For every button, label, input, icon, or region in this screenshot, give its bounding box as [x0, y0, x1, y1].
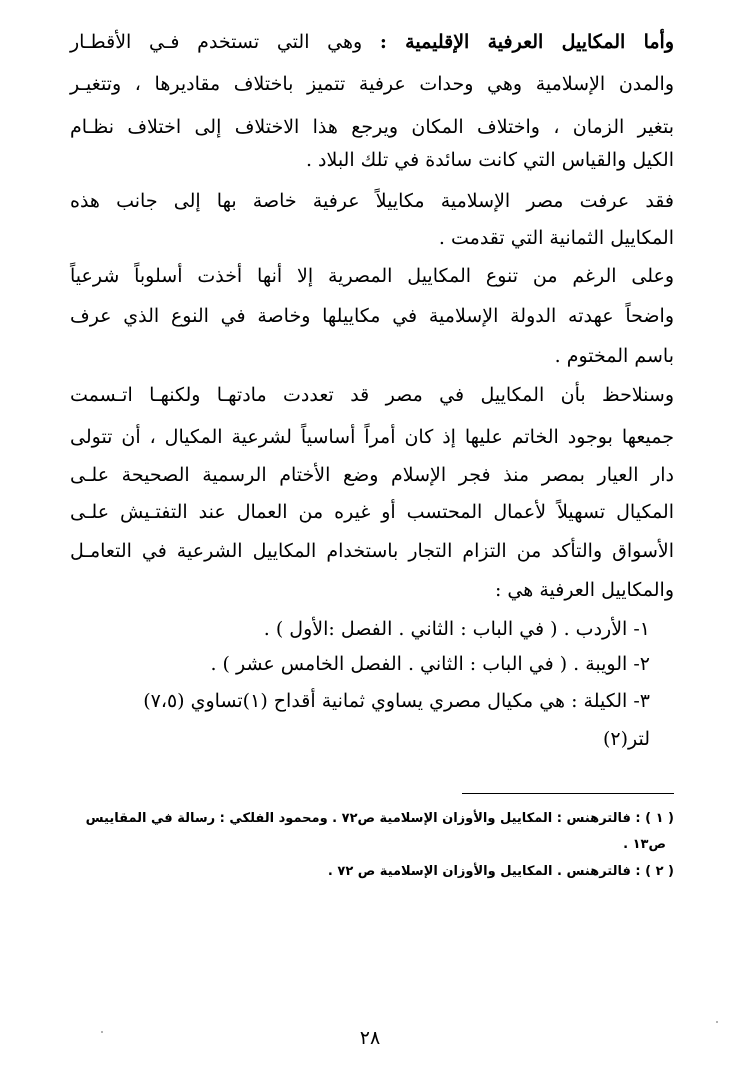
body-line-14: الأسواق والتأكد من التزام التجار باستخدام المكاييل الشرعية في التعامـل	[70, 540, 674, 562]
body-line-8: واضحاً عهدته الدولة الإسلامية في مكاييلها وخاصة في النوع الذي عرف	[70, 305, 674, 327]
list-item-kila-continuation: لتر(٢)	[602, 728, 650, 750]
body-line-1	[70, 30, 674, 54]
scan-speck	[716, 1021, 718, 1023]
footnote-2: ( ٢ ) : فالترهنس . المكاييل والأوزان الإسلامية ص ٧٢ .	[327, 864, 674, 879]
footnote-1-continuation: ص١٣ .	[623, 837, 666, 852]
footnote-separator	[462, 793, 674, 794]
list-item-kila: ٣- الكيلة : هي مكيال مصري يساوي ثمانية أقداح (١)تساوي (٧،٥)	[143, 690, 650, 712]
body-line-11: جميعها بوجود الخاتم عليها إذ كان أمراً أساسياً لشرعية المكيال ، أن تتولى	[70, 426, 674, 448]
body-line-1-text: وهي التي تستخدم فـي الأقطـار	[70, 31, 380, 53]
body-line-6: المكاييل الثمانية التي تقدمت .	[438, 227, 674, 249]
body-line-3: بتغير الزمان ، واختلاف المكان ويرجع هذا الاختلاف إلى اختلاف نظـام	[70, 116, 674, 138]
bold-heading-phrase: وأما المكاييل العرفية الإقليمية :	[379, 31, 674, 53]
body-line-7: وعلى الرغم من تنوع المكاييل المصرية إلا أنها أخذت أسلوباً شرعياً	[70, 265, 674, 287]
body-line-10: وسنلاحظ بأن المكاييل في مصر قد تعددت مادتهـا ولكنهـا اتـسمت	[70, 384, 674, 406]
footnote-1: ( ١ ) : فالترهنس : المكاييل والأوزان الإسلامية ص٧٢ . ومحمود الفلكي : رسالة في المقاييس	[85, 811, 674, 826]
page-number: ٢٨	[359, 1027, 381, 1049]
body-line-2: والمدن الإسلامية وهي وحدات عرفية تتميز باختلاف مقاديرها ، وتتغيـر	[70, 73, 674, 95]
list-item-ardeb: ١- الأردب . ( في الباب : الثاني . الفصل :الأول ) .	[263, 618, 650, 640]
scan-speck	[101, 1031, 103, 1033]
body-line-12: دار العيار بمصر منذ فجر الإسلام وضع الأختام الرسمية الصحيحة علـى	[70, 464, 674, 486]
body-line-4: الكيل والقياس التي كانت سائدة في تلك البلاد .	[305, 149, 674, 171]
list-item-waiba: ٢- الويبة . ( في الباب : الثاني . الفصل الخامس عشر ) .	[210, 653, 650, 675]
body-line-9: باسم المختوم .	[554, 345, 674, 367]
body-line-13: المكيال تسهيلاً لأعمال المحتسب أو غيره من العمال عند التفتـيش علـى	[70, 501, 674, 523]
body-line-5: فقد عرفت مصر الإسلامية مكاييلاً عرفية خاصة بها إلى جانب هذه	[70, 190, 674, 212]
body-line-15: والمكاييل العرفية هي :	[494, 579, 674, 601]
